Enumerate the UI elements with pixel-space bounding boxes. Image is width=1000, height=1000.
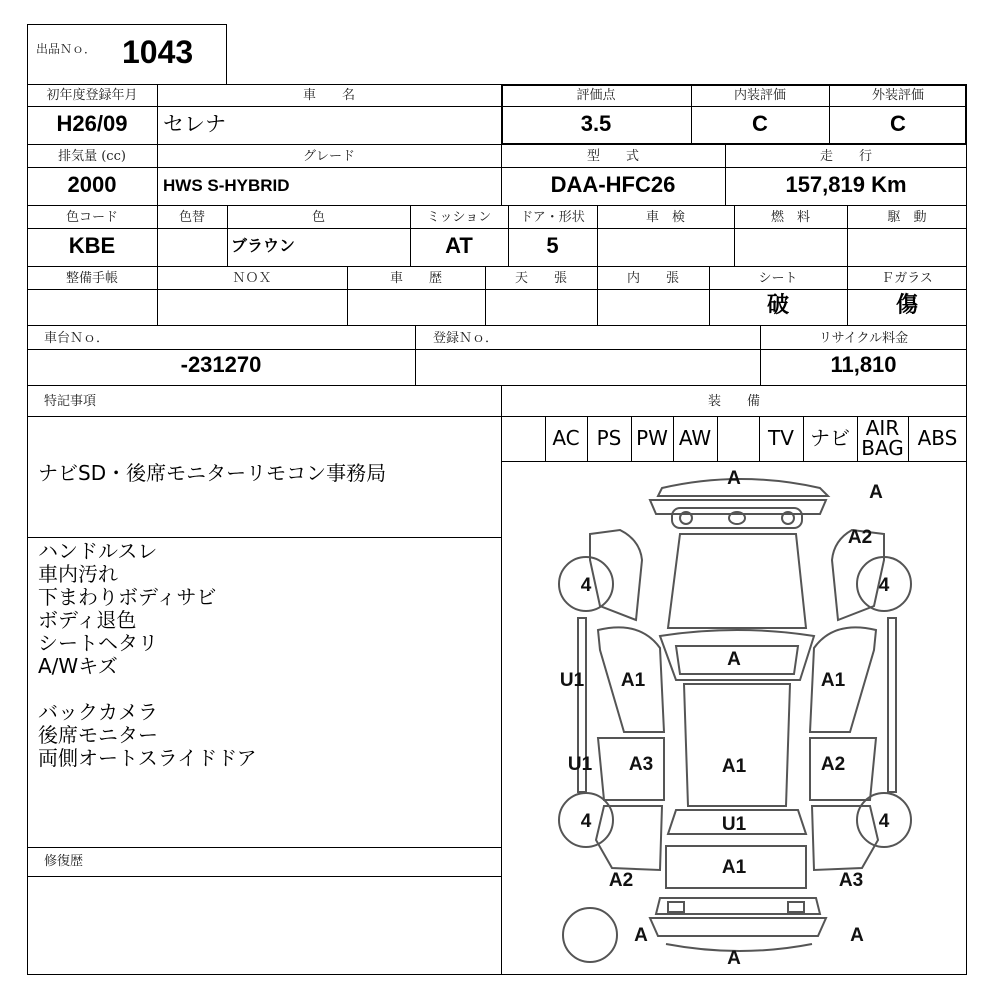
notes-label: 特記事項 [44, 394, 97, 409]
equipment-item-navi: ナビ [810, 426, 850, 450]
chassis-number-label: 車台Ｎｏ． [44, 331, 110, 346]
model-label: 型 式 [586, 149, 639, 164]
damage-mark: A [727, 649, 741, 670]
model-value: DAA-HFC26 [550, 172, 676, 197]
score-label: 評価点 [576, 88, 616, 103]
maintenance-record-label: 整備手帳 [65, 271, 118, 286]
transmission-label: ミッション [426, 210, 492, 225]
damage-mark: A1 [620, 670, 646, 691]
front-glass-value: 傷 [895, 293, 918, 318]
equipment-item-pw: PW [636, 426, 668, 450]
damage-mark: A1 [820, 670, 846, 691]
list-item: ボディ退色 [38, 608, 137, 632]
interior-rating-label: 内装評価 [733, 88, 786, 103]
damage-mark: A2 [608, 870, 634, 891]
first-registration-value: H26/09 [56, 111, 128, 136]
drive-label: 駆 動 [887, 210, 927, 225]
car-name-label: 車 名 [302, 88, 355, 103]
mileage-label: 走 行 [819, 149, 872, 164]
list-item: シートヘタリ [38, 631, 158, 655]
equipment-item-ac: AC [552, 426, 580, 450]
car-name-value: セレナ [163, 112, 226, 136]
list-item: 両側オートスライドドア [38, 746, 257, 770]
seat-value: 破 [766, 293, 789, 318]
transmission-value: AT [445, 233, 473, 258]
damage-mark: 4 [878, 575, 890, 596]
doors-label: ドア・形状 [520, 210, 585, 225]
recycle-fee-value: 11,810 [830, 352, 897, 377]
damage-mark: A1 [721, 756, 747, 777]
displacement-label: 排気量 (cc) [58, 149, 126, 164]
damage-mark: A1 [721, 857, 747, 878]
exterior-rating-value: C [890, 111, 906, 136]
list-item: バックカメラ [38, 700, 158, 724]
damage-mark: U1 [559, 670, 585, 691]
damage-mark: 4 [580, 575, 592, 596]
nox-label: ＮＯＸ [232, 271, 272, 286]
notes-main: ナビSD・後席モニターリモコン事務局 [38, 461, 387, 485]
lot-number-value: 1043 [122, 34, 194, 70]
damage-mark: A [634, 925, 648, 946]
color-change-label: 色替 [178, 210, 205, 225]
car-damage-diagram [502, 462, 966, 974]
registration-number-label: 登録Ｎｏ． [433, 331, 499, 346]
grade-label: グレード [302, 149, 355, 164]
list-item: ハンドルスレ [38, 539, 158, 563]
damage-mark: U1 [567, 754, 593, 775]
repair-history-label: 修復歴 [44, 854, 84, 869]
color-value: ブラウン [231, 238, 296, 255]
recycle-fee-label: リサイクル料金 [818, 331, 909, 346]
equipment-item-aw: AW [678, 426, 712, 450]
lot-number-label: 出品Ｎｏ． [36, 42, 97, 56]
chassis-number-value: -231270 [180, 352, 262, 377]
list-item: 下まわりボディサビ [38, 585, 217, 609]
displacement-value: 2000 [67, 172, 117, 197]
damage-mark: 4 [878, 811, 890, 832]
damage-mark: A2 [847, 527, 873, 548]
list-item: 車内汚れ [38, 562, 118, 586]
damage-mark: A [850, 925, 864, 946]
damage-mark: A3 [628, 754, 654, 775]
interior-rating-value: C [752, 111, 768, 136]
color-code-value: KBE [68, 233, 116, 258]
damage-mark: A2 [820, 754, 846, 775]
car-history-label: 車 歴 [389, 271, 442, 286]
damage-mark: 4 [580, 811, 592, 832]
list-item: 後席モニター [38, 723, 158, 747]
equipment-item-tv: TV [768, 426, 794, 450]
roof-lining-label: 天 張 [514, 271, 567, 286]
damage-mark: A [727, 948, 741, 969]
doors-value: 5 [546, 233, 559, 258]
front-glass-label: Ｆガラス [881, 271, 933, 286]
damage-mark: A [869, 482, 883, 503]
inspection-label: 車 検 [645, 210, 685, 225]
score-value: 3.5 [580, 111, 612, 136]
fuel-label: 燃 料 [770, 210, 810, 225]
mileage-value: 157,819 Km [785, 172, 907, 197]
equipment-item-ps: PS [596, 426, 622, 450]
color-code-label: 色コード [65, 210, 118, 225]
list-item: A/Wキズ [38, 654, 118, 678]
equipment-label: 装 備 [707, 394, 760, 409]
damage-mark: A3 [838, 870, 864, 891]
grade-value: HWS S-HYBRID [163, 176, 290, 195]
damage-mark: A [727, 468, 741, 489]
equipment-item-abs: ABS [917, 426, 958, 450]
color-label: 色 [311, 210, 325, 225]
seat-label: シート [758, 271, 798, 286]
interior-trim-label: 内 張 [626, 271, 679, 286]
damage-mark: U1 [721, 814, 747, 835]
exterior-rating-label: 外装評価 [871, 88, 924, 103]
equipment-item-airbag: AIR BAG [861, 416, 904, 460]
first-registration-label: 初年度登録年月 [46, 88, 138, 103]
